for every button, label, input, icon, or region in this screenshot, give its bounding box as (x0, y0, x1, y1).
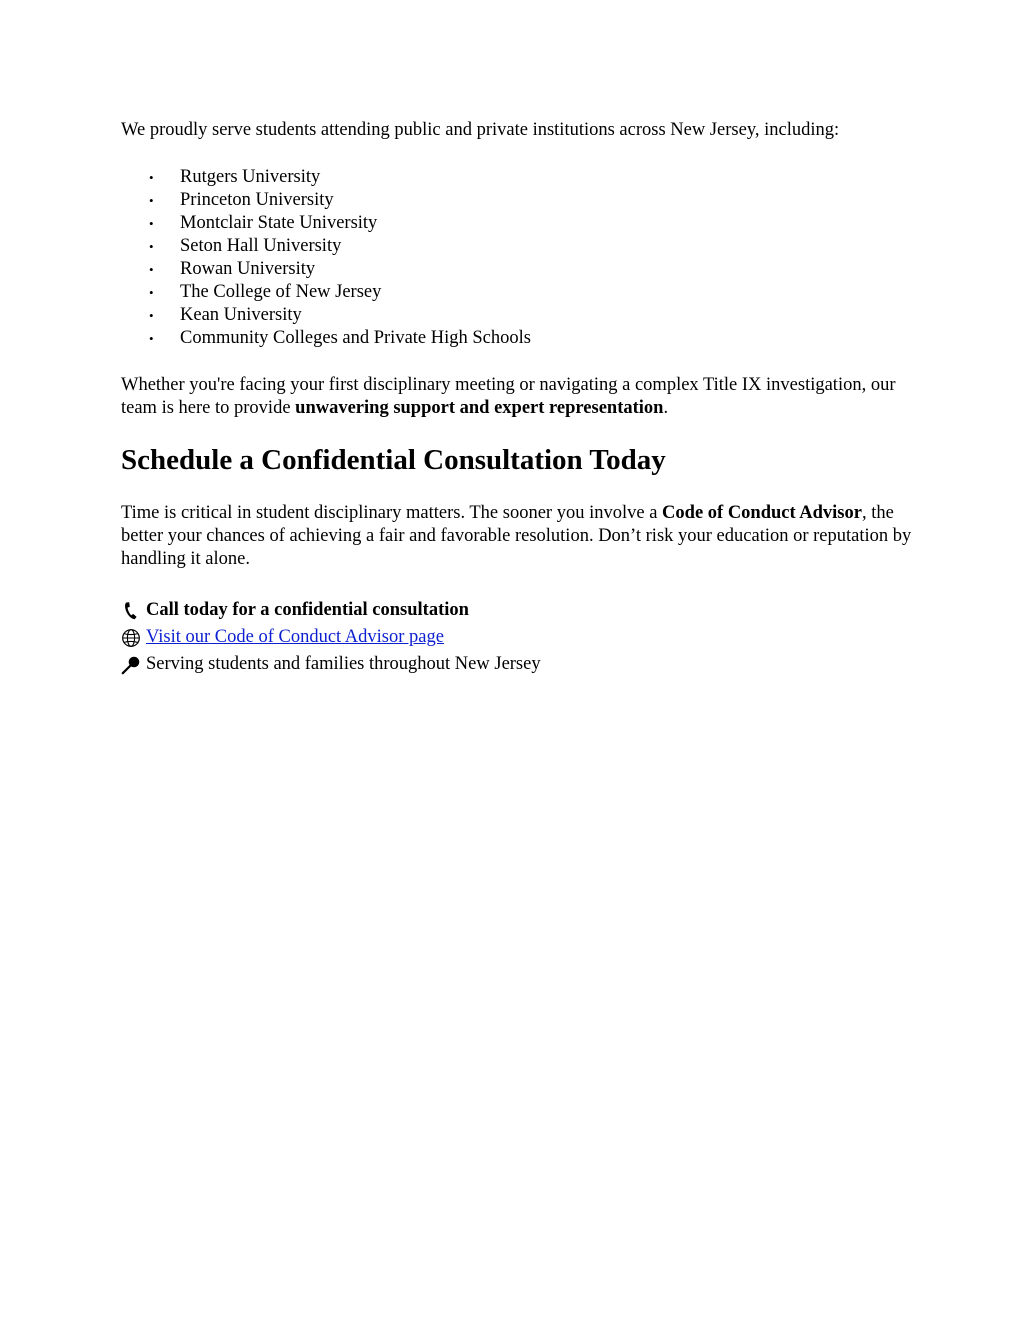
advisor-emphasis: Code of Conduct Advisor (662, 503, 862, 523)
list-item: • Kean University (149, 305, 302, 325)
bullet-icon: • (149, 308, 154, 323)
list-item: • The College of New Jersey (149, 282, 382, 302)
phone-icon (121, 601, 141, 621)
section-heading: Schedule a Confidential Consultation Today (121, 444, 666, 476)
bullet-icon: • (149, 262, 154, 277)
support-paragraph: Whether you're facing your first disciplinary meeting or navigating a complex Title IX investigation, our team is here to provide unwavering support and expert representation. (121, 375, 896, 418)
list-item: • Community Colleges and Private High Schools (149, 328, 531, 348)
support-emphasis: unwavering support and expert representation (295, 398, 664, 418)
serving-label: Serving students and families throughout New Jersey (146, 654, 541, 674)
advisor-page-link[interactable]: Visit our Code of Conduct Advisor page (146, 627, 444, 647)
serving-line (121, 651, 921, 678)
list-item: • Montclair State University (149, 213, 378, 233)
bullet-icon: • (149, 331, 154, 346)
list-item: • Rowan University (149, 259, 316, 279)
bullet-icon: • (149, 193, 154, 208)
call-line (121, 597, 921, 624)
urgency-paragraph: Time is critical in student disciplinary matters. The sooner you involve a Code of Conduct Advisor, the better your chances of achieving a fair and favorable resolution. Don’t risk your education or reputation by handling it alone. (121, 503, 912, 569)
pin-icon (121, 655, 141, 675)
bullet-icon: • (149, 170, 154, 185)
visit-line (121, 624, 921, 651)
list-item: • Seton Hall University (149, 236, 342, 256)
document-page (121, 119, 921, 678)
bullet-icon: • (149, 285, 154, 300)
bullet-icon: • (149, 239, 154, 254)
schools-list (121, 166, 921, 350)
globe-icon (121, 628, 141, 648)
list-item: • Rutgers University (149, 167, 321, 187)
call-label: Call today for a confidential consultation (146, 600, 469, 620)
list-item: • Princeton University (149, 190, 334, 210)
bullet-icon: • (149, 216, 154, 231)
intro-paragraph: We proudly serve students attending public and private institutions across New Jersey, including: (121, 120, 840, 140)
